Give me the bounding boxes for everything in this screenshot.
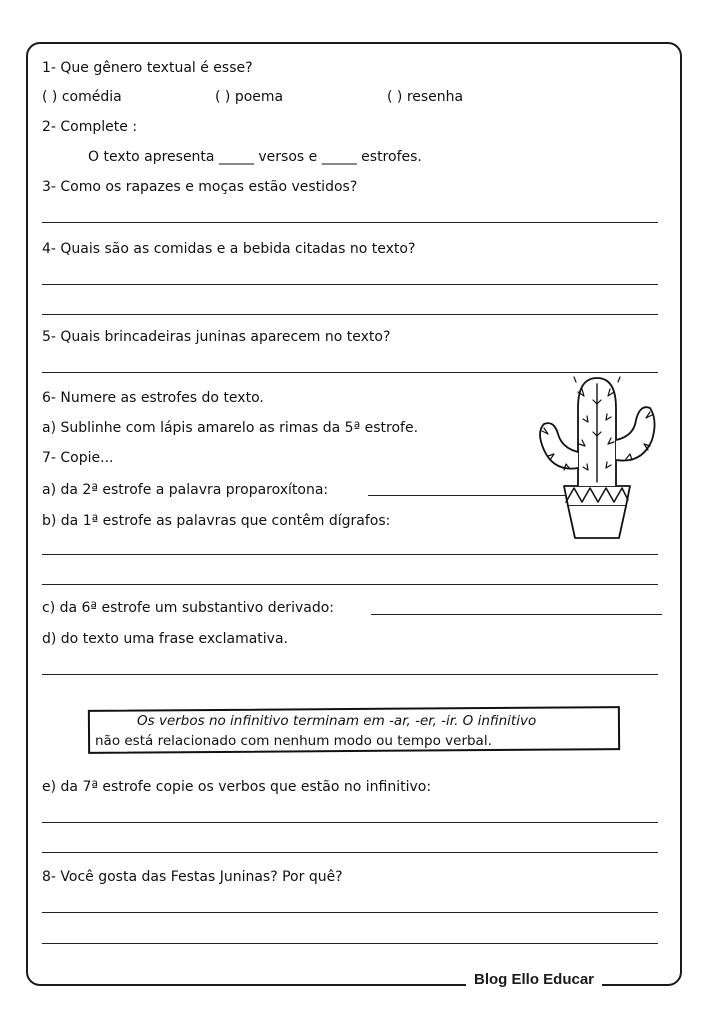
question-1: 1- Que gênero textual é esse? xyxy=(42,60,253,76)
question-8: 8- Você gosta das Festas Juninas? Por quê? xyxy=(42,869,343,885)
answer-line xyxy=(42,674,658,675)
question-7c: c) da 6ª estrofe um substantivo derivado: xyxy=(42,600,334,616)
option-poema: ( ) poema xyxy=(215,89,284,105)
answer-line xyxy=(42,584,658,585)
question-6a: a) Sublinhe com lápis amarelo as rimas da 5ª estrofe. xyxy=(42,420,419,436)
question-4: 4- Quais são as comidas e a bebida citadas no texto? xyxy=(42,241,416,257)
question-7a: a) da 2ª estrofe a palavra proparoxítona: xyxy=(42,482,329,498)
question-5: 5- Quais brincadeiras juninas aparecem no texto? xyxy=(42,329,391,345)
option-comedia: ( ) comédia xyxy=(42,89,122,105)
question-7d: d) do texto uma frase exclamativa. xyxy=(42,631,288,647)
answer-line xyxy=(42,314,658,315)
question-7b: b) da 1ª estrofe as palavras que contêm dígrafos: xyxy=(42,513,391,529)
question-2: 2- Complete : xyxy=(42,119,138,135)
note-line-1: Os verbos no infinitivo terminam em -ar, -er, -ir. O infinitivo xyxy=(137,713,537,729)
question-7: 7- Copie... xyxy=(42,450,114,466)
cactus-illustration xyxy=(518,374,666,542)
note-line-2: não está relacionado com nenhum modo ou tempo verbal. xyxy=(95,733,492,749)
answer-line xyxy=(42,222,658,223)
answer-line xyxy=(42,372,658,373)
answer-line xyxy=(42,284,658,285)
answer-line xyxy=(42,554,658,555)
answer-line xyxy=(42,912,658,913)
question-7e: e) da 7ª estrofe copie os verbos que estão no infinitivo: xyxy=(42,779,432,795)
answer-line xyxy=(371,614,662,615)
footer-brand: Blog Ello Educar xyxy=(466,971,602,988)
question-2-sentence: O texto apresenta _____ versos e _____ estrofes. xyxy=(88,149,422,165)
answer-line xyxy=(42,943,658,944)
question-6: 6- Numere as estrofes do texto. xyxy=(42,390,264,406)
answer-line xyxy=(42,822,658,823)
option-resenha: ( ) resenha xyxy=(387,89,464,105)
answer-line xyxy=(42,852,658,853)
question-3: 3- Como os rapazes e moças estão vestidos? xyxy=(42,179,358,195)
